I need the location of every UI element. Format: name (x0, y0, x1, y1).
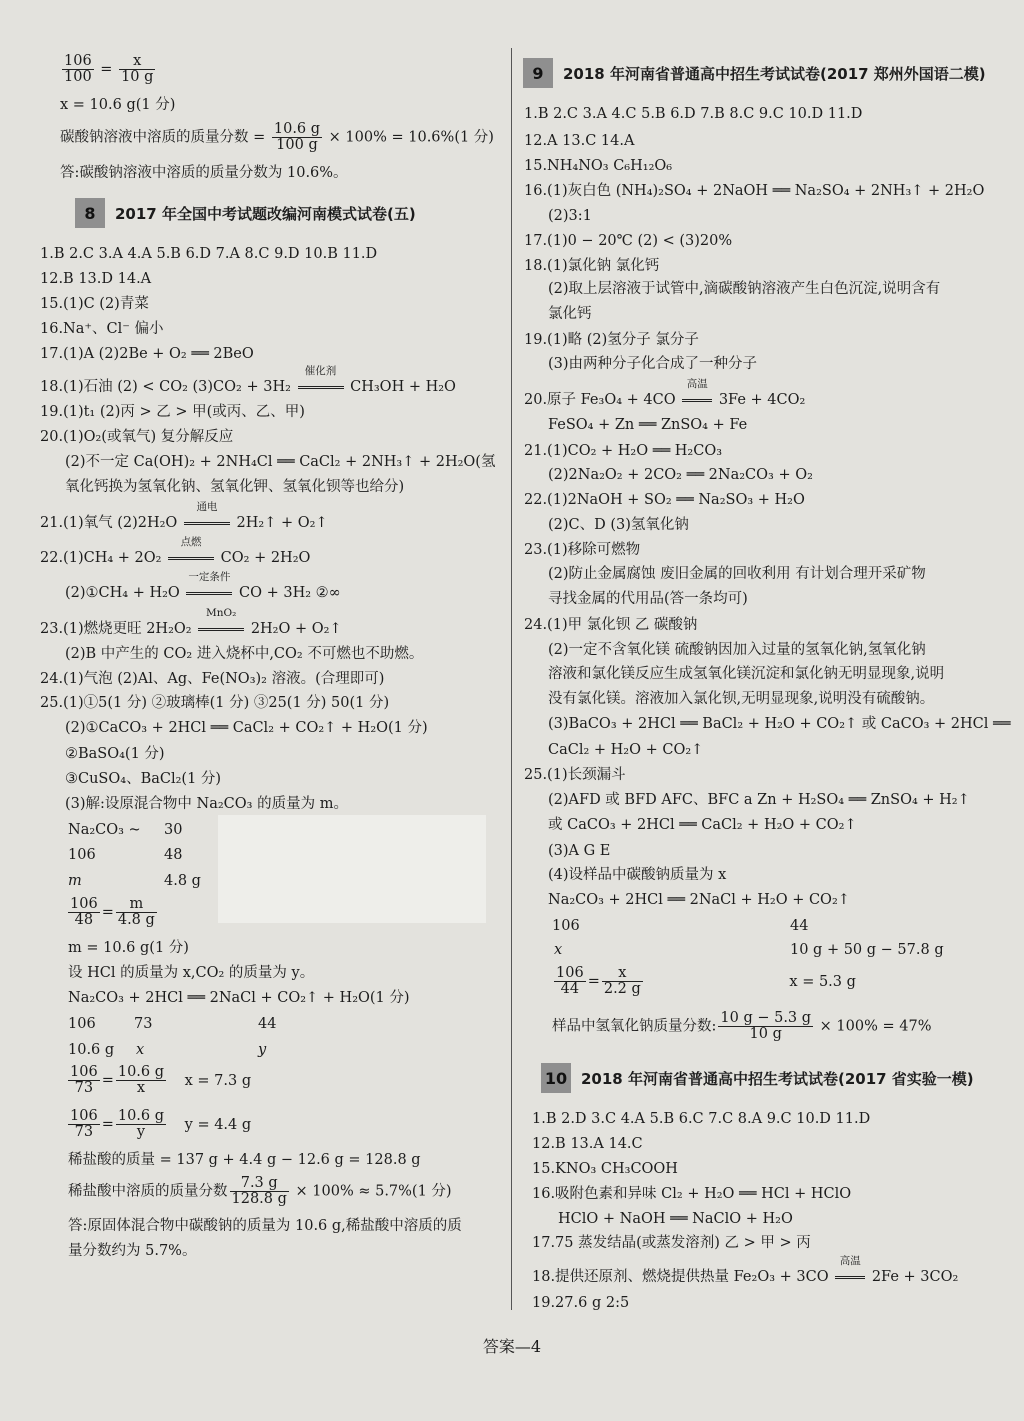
calc-line: 设 HCl 的质量为 x,CO₂ 的质量为 y。 (68, 965, 315, 981)
answer-line: 16.吸附色素和异味 Cl₂ + H₂O ══ HCl + HClO (532, 1186, 852, 1202)
column-divider (511, 48, 512, 1310)
answer-line: 12.B 13.A 14.C (532, 1136, 643, 1152)
calc-cell: 73 (134, 1016, 153, 1032)
calc-cell: 44 (790, 918, 809, 934)
answer-line: 19.27.6 g 2:5 (532, 1295, 630, 1311)
reaction-arrow (184, 522, 230, 525)
answer-line: 样品中氢氧化钠质量分数: $\frac{10 g - 5.3 g}{10 g}$ × 100% = 47% (552, 1010, 932, 1042)
answer-line: 12.A 13.C 14.A (524, 133, 635, 149)
answer-line: 22.(1)CH₄ + 2O₂ 点燃 CO₂ + 2H₂O (40, 536, 311, 566)
answer-line: 23.(1)燃烧更旺 2H₂O₂ MnO₂ 2H₂O + O₂↑ (40, 607, 342, 637)
answer-line: (2)不一定 Ca(OH)₂ + 2NH₄Cl ══ CaCl₂ + 2NH₃↑ + 2H₂O(氢 (65, 454, 496, 470)
section-10-header (541, 1063, 974, 1093)
proportion-line: $\frac{106}{73}$ = $\frac{10.6 g}{y}$ y = 4.4 g (70, 1108, 252, 1140)
section-number: 8 (75, 198, 105, 228)
calc-cell: 44 (258, 1016, 277, 1032)
answer-line: (4)设样品中碳酸钠质量为 x (548, 867, 727, 883)
answer-line: (2)取上层溶液于试管中,滴碳酸钠溶液产生白色沉淀,说明含有 (548, 281, 941, 297)
blank-patch (218, 815, 486, 923)
answer-line: 12.B 13.D 14.A (40, 271, 152, 287)
proportion-line: $\frac{106}{48}$ = $\frac{m}{4.8 g}$ (70, 896, 155, 928)
text-line: x = 10.6 g(1 分) (60, 97, 176, 113)
answer-line: 17.(1)0 − 20℃ (2) < (3)20% (524, 233, 733, 249)
answer-line: 18.提供还原剂、燃烧提供热量 Fe₂O₃ + 3CO 高温 2Fe + 3CO₂ (532, 1255, 959, 1285)
section-title: 2018 年河南省普通高中招生考试试卷(2017 省实验一模) (581, 1069, 974, 1088)
answer-line: (2)B 中产生的 CO₂ 进入烧杯中,CO₂ 不可燃也不助燃。 (65, 646, 424, 662)
calc-cell: 30 (164, 822, 183, 838)
calc-cell: 10.6 g (68, 1042, 115, 1058)
calc-cell: Na₂CO₃ ~ (68, 822, 141, 838)
reaction-arrow (298, 386, 344, 389)
answer-line: 15.(1)C (2)青菜 (40, 296, 149, 312)
answer-line: 氧化钙换为氢氧化钠、氢氧化钾、氢氧化钡等也给分) (65, 479, 405, 495)
answer-line: 21.(1)氧气 (2)2H₂O 通电 2H₂↑ + O₂↑ (40, 501, 328, 531)
answer-line: 没有氯化镁。溶液加入氯化钡,无明显现象,说明没有硫酸钠。 (548, 691, 935, 707)
calc-line: 稀盐酸的质量 = 137 g + 4.4 g − 12.6 g = 128.8 g (68, 1152, 421, 1168)
section-8-header (75, 198, 416, 228)
answer-line: (2)3:1 (548, 208, 592, 224)
answer-line: 或 CaCO₃ + 2HCl ══ CaCl₂ + H₂O + CO₂↑ (548, 817, 857, 833)
section-number: 10 (541, 1063, 571, 1093)
calc-cell: 106 (68, 847, 96, 863)
reaction-arrow (682, 399, 712, 402)
answer-line: 溶液和氯化镁反应生成氢氧化镁沉淀和氯化钠无明显现象,说明 (548, 666, 945, 682)
answer-line: 18.(1)氯化钠 氯化钙 (524, 258, 660, 274)
calc-line: m = 10.6 g(1 分) (68, 940, 189, 956)
answer-line: (2)防止金属腐蚀 废旧金属的回收利用 有计划合理开采矿物 (548, 566, 926, 582)
calc-cell: 10 g + 50 g − 57.8 g (790, 942, 944, 958)
reaction-arrow (198, 628, 244, 631)
calc-cell: 106 (68, 1016, 96, 1032)
answer-line: (2)①CH₄ + H₂O 一定条件 CO + 3H₂ ②∞ (65, 571, 341, 601)
calc-cell: 4.8 g (164, 873, 201, 889)
calc-cell: m (68, 873, 82, 889)
answer-line: 1.B 2.C 3.A 4.C 5.B 6.D 7.B 8.C 9.C 10.D 11.D (524, 106, 863, 122)
answer-line: (3)由两种分子化合成了一种分子 (548, 356, 758, 372)
answer-line: 1.B 2.C 3.A 4.A 5.B 6.D 7.A 8.C 9.D 10.B 11.D (40, 246, 378, 262)
page-number: 答案—4 (482, 1337, 542, 1356)
answer-line: 15.NH₄NO₃ C₆H₁₂O₆ (524, 158, 673, 174)
section-title: 2018 年河南省普通高中招生考试试卷(2017 郑州外国语二模) (563, 64, 986, 83)
answer-line: (2)C、D (3)氢氧化钠 (548, 517, 689, 533)
answer-line: 19.(1)略 (2)氢分子 氯分子 (524, 332, 699, 348)
answer-line: HClO + NaOH ══ NaClO + H₂O (558, 1211, 793, 1227)
answer-line: 24.(1)甲 氯化钡 乙 碳酸钠 (524, 617, 698, 633)
calc-cell: 106 (552, 918, 580, 934)
calc-cell: x (554, 942, 563, 958)
answer-line: ③CuSO₄、BaCl₂(1 分) (65, 771, 222, 787)
answer-line: 19.(1)t₁ (2)丙 > 乙 > 甲(或丙、乙、甲) (40, 404, 305, 420)
proportion-line: $\frac{106}{44}$ = $\frac{x}{2.2 g}$ x = 5.3 g (556, 965, 856, 997)
answer-line: 20.(1)O₂(或氧气) 复分解反应 (40, 429, 234, 445)
reaction-arrow (186, 592, 232, 595)
answer-line: (2)AFD 或 BFD AFC、BFC a Zn + H₂SO₄ ══ ZnSO₄ + H₂↑ (548, 792, 970, 808)
answer-line: (3)A G E (548, 843, 611, 859)
answer-line: (2)一定不含氧化镁 硫酸钠因加入过量的氢氧化钠,氢氧化钠 (548, 642, 926, 658)
calc-line: Na₂CO₃ + 2HCl ══ 2NaCl + CO₂↑ + H₂O(1 分) (68, 990, 410, 1006)
answer-line: 25.(1)长颈漏斗 (524, 767, 626, 783)
calc-line: 稀盐酸中溶质的质量分数 $\frac{7.3 g}{128.8 g}$ × 100% ≈ 5.7%(1 分) (68, 1175, 452, 1207)
answer-line: (3)解:设原混合物中 Na₂CO₃ 的质量为 m。 (65, 796, 348, 812)
proportion-line: $\frac{106}{73}$ = $\frac{10.6 g}{x}$ x = 7.3 g (70, 1064, 252, 1096)
answer-line: 氯化钙 (548, 306, 592, 322)
section-9-header (523, 58, 986, 88)
calc-cell: y (258, 1042, 267, 1058)
calc-cell: x (136, 1042, 145, 1058)
answer-line: 22.(1)2NaOH + SO₂ ══ Na₂SO₃ + H₂O (524, 492, 805, 508)
answer-line: (3)BaCO₃ + 2HCl ══ BaCl₂ + H₂O + CO₂↑ 或 CaCO₃ + 2HCl ══ (548, 716, 1011, 732)
eq-line-1: $\frac{106}{100}$ = $\frac{x}{10 g}$ (64, 53, 154, 85)
section-number: 9 (523, 58, 553, 88)
answer-line: 17.75 蒸发结晶(或蒸发溶剂) 乙 > 甲 > 丙 (532, 1235, 811, 1251)
answer-line: FeSO₄ + Zn ══ ZnSO₄ + Fe (548, 417, 748, 433)
calc-line: 答:原固体混合物中碳酸钠的质量为 10.6 g,稀盐酸中溶质的质 (68, 1218, 462, 1234)
answer-line: 寻找金属的代用品(答一条均可) (548, 591, 748, 607)
answer-line: 24.(1)气泡 (2)Al、Ag、Fe(NO₃)₂ 溶液。(合理即可) (40, 671, 385, 687)
answer-line: ②BaSO₄(1 分) (65, 746, 165, 762)
reaction-arrow (835, 1276, 865, 1279)
answer-line: 17.(1)A (2)2Be + O₂ ══ 2BeO (40, 346, 254, 362)
reaction-arrow (168, 557, 214, 560)
answer-line: Na₂CO₃ + 2HCl ══ 2NaCl + H₂O + CO₂↑ (548, 892, 850, 908)
text-line: 答:碳酸钠溶液中溶质的质量分数为 10.6%。 (60, 165, 348, 181)
answer-line: 1.B 2.D 3.C 4.A 5.B 6.C 7.C 8.A 9.C 10.D 11.D (532, 1111, 871, 1127)
answer-line: (2)2Na₂O₂ + 2CO₂ ══ 2Na₂CO₃ + O₂ (548, 467, 813, 483)
answer-line: 18.(1)石油 (2) < CO₂ (3)CO₂ + 3H₂ 催化剂 CH₃OH + H₂O (40, 365, 456, 395)
answer-line: 15.KNO₃ CH₃COOH (532, 1161, 678, 1177)
answer-line: (2)①CaCO₃ + 2HCl ══ CaCl₂ + CO₂↑ + H₂O(1 分) (65, 720, 428, 736)
answer-line: 21.(1)CO₂ + H₂O ══ H₂CO₃ (524, 443, 723, 459)
answer-line: 25.(1)①5(1 分) ②玻璃棒(1 分) ③25(1 分) 50(1 分) (40, 695, 390, 711)
answer-line: 20.原子 Fe₃O₄ + 4CO 高温 3Fe + 4CO₂ (524, 378, 806, 408)
mass-fraction-line: 碳酸钠溶液中溶质的质量分数 = $\frac{10.6 g}{100 g}$ × 100% = 10.6%(1 分) (60, 121, 494, 153)
answer-line: CaCl₂ + H₂O + CO₂↑ (548, 742, 704, 758)
calc-line: 量分数约为 5.7%。 (68, 1243, 197, 1259)
calc-cell: 48 (164, 847, 183, 863)
answer-line: 23.(1)移除可燃物 (524, 542, 641, 558)
answer-line: 16.Na⁺、Cl⁻ 偏小 (40, 321, 164, 337)
answer-line: 16.(1)灰白色 (NH₄)₂SO₄ + 2NaOH ══ Na₂SO₄ + 2NH₃↑ + 2H₂O (524, 183, 985, 199)
section-title: 2017 年全国中考试题改编河南模式试卷(五) (115, 204, 416, 223)
